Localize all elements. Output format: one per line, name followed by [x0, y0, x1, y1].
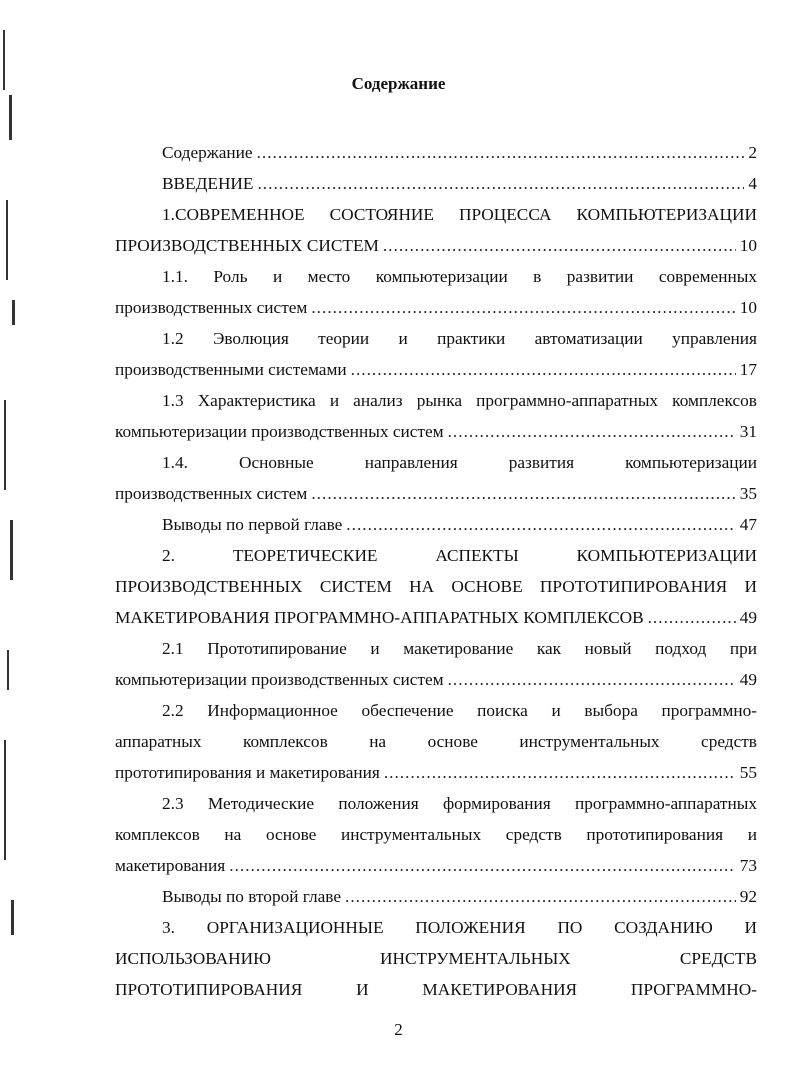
toc-word: СИСТЕМ: [319, 577, 392, 596]
toc-word: автоматизации: [534, 329, 643, 348]
toc-word: современных: [658, 267, 757, 286]
toc-line: [115, 602, 757, 633]
scan-mark: [9, 95, 12, 140]
toc-entry-text: прототипирования и макетирования: [115, 763, 380, 782]
scan-mark: [12, 300, 15, 325]
dot-leader: [648, 602, 736, 633]
toc-word: КОМПЬЮТЕРИЗАЦИИ: [576, 546, 757, 565]
toc-word: ПРОТОТИПИРОВАНИЯ: [539, 577, 728, 596]
toc-entry: [115, 788, 757, 881]
toc-word: Характеристика: [197, 391, 316, 410]
toc-line: [115, 633, 757, 664]
toc-line: [115, 974, 757, 1005]
toc-word: ТЕОРЕТИЧЕСКИЕ: [232, 546, 378, 565]
toc-word: при: [729, 639, 757, 658]
toc-word: И: [744, 577, 757, 596]
toc-line: [115, 757, 757, 788]
toc-word: Основные: [238, 453, 314, 472]
toc-word: комплексов: [242, 732, 328, 751]
toc-line: [115, 726, 757, 757]
toc-word: компьютеризации: [375, 267, 508, 286]
toc-line: [115, 199, 757, 230]
toc-word: на: [369, 732, 387, 751]
toc-page-number: 49: [739, 608, 757, 627]
toc-word: анализ: [353, 391, 403, 410]
toc-word: компьютеризации: [625, 453, 757, 472]
scan-mark: [11, 900, 14, 935]
toc-line: [115, 664, 757, 695]
toc-entry-text: производственных систем: [115, 298, 308, 317]
toc-page-number: 73: [739, 856, 757, 875]
toc-word: ОРГАНИЗАЦИОННЫЕ: [206, 918, 384, 937]
toc-word: выбора: [584, 701, 638, 720]
toc-word: 1.3: [162, 391, 184, 410]
toc-word: на: [224, 825, 242, 844]
toc-page-number: 47: [739, 515, 757, 534]
scan-mark: [6, 200, 8, 280]
toc-entry: [115, 881, 757, 912]
toc-word: МАКЕТИРОВАНИЯ: [422, 980, 578, 999]
dot-leader: [448, 416, 736, 447]
toc-line: [115, 137, 757, 168]
toc-entry: [115, 137, 757, 168]
toc-word: инструментальных: [340, 825, 482, 844]
toc-word: и: [398, 329, 408, 348]
toc-word: НА: [409, 577, 435, 596]
toc-word: управления: [672, 329, 757, 348]
dot-leader: [257, 168, 744, 199]
toc-page-number: 2: [748, 143, 757, 162]
toc-entry: [115, 261, 757, 323]
toc-word: и: [329, 391, 340, 410]
toc-page-number: 92: [739, 887, 757, 906]
toc-word: формирования: [442, 794, 551, 813]
toc-entry: [115, 447, 757, 509]
toc-word: Прототипирование: [207, 639, 347, 658]
toc-word: 2.2: [162, 701, 184, 720]
dot-leader: [229, 850, 735, 881]
page-title: Содержание: [351, 74, 446, 93]
toc-line: [115, 416, 757, 447]
toc-word: ПО: [557, 918, 583, 937]
scan-mark: [4, 400, 6, 490]
scan-mark: [7, 650, 9, 690]
toc-line: [115, 695, 757, 726]
dot-leader: [351, 354, 736, 385]
dot-leader: [311, 292, 735, 323]
toc-page-number: 10: [739, 236, 757, 255]
scan-mark: [10, 520, 13, 580]
toc-word: средств: [701, 732, 757, 751]
toc-line: [115, 292, 757, 323]
toc-word: макетирование: [403, 639, 514, 658]
toc-line: [115, 478, 757, 509]
toc-word: направления: [364, 453, 458, 472]
toc-word: аппаратных: [115, 732, 202, 751]
dot-leader: [346, 509, 735, 540]
toc-line: [115, 509, 757, 540]
toc-word: развития: [508, 453, 575, 472]
toc-word: основе: [265, 825, 317, 844]
toc-page-number: 31: [739, 422, 757, 441]
toc-word: и: [272, 267, 283, 286]
toc-word: инструментальных: [519, 732, 660, 751]
toc-entry-text: Выводы по первой главе: [162, 515, 343, 534]
dot-leader: [345, 881, 736, 912]
toc-page-number: 55: [739, 763, 757, 782]
toc-entry-text: ПРОИЗВОДСТВЕННЫХ СИСТЕМ: [115, 236, 379, 255]
toc-word: практики: [437, 329, 506, 348]
toc-word: и: [551, 701, 561, 720]
toc-word: 1.2: [162, 329, 184, 348]
toc-word: АСПЕКТЫ: [435, 546, 519, 565]
toc-word: СОЗДАНИЮ: [614, 918, 713, 937]
page-number: 2: [394, 1020, 403, 1039]
toc-word: Информационное: [207, 701, 338, 720]
toc-word: 1.4.: [162, 453, 188, 472]
toc-line: [115, 168, 757, 199]
toc-word: положения: [338, 794, 419, 813]
toc-entry-text: ВВЕДЕНИЕ: [162, 174, 254, 193]
toc-line: [115, 261, 757, 292]
toc-line: [115, 571, 757, 602]
toc-entry-text: МАКЕТИРОВАНИЯ ПРОГРАММНО-АППАРАТНЫХ КОМПЛЕКСОВ: [115, 608, 644, 627]
toc-word: ПРОТОТИПИРОВАНИЯ: [115, 980, 303, 999]
toc-line: [115, 819, 757, 850]
toc-line: [115, 540, 757, 571]
toc-word: ПРОГРАММНО-: [630, 980, 757, 999]
table-of-contents: [115, 137, 757, 1005]
toc-line: [115, 447, 757, 478]
dot-leader: [383, 230, 736, 261]
toc-word: прототипирования: [586, 825, 724, 844]
toc-word: рынка: [416, 391, 463, 410]
toc-word: СОСТОЯНИЕ: [329, 205, 434, 224]
toc-word: и: [747, 825, 757, 844]
toc-word: 1.1.: [162, 267, 188, 286]
dot-leader: [257, 137, 745, 168]
toc-word: теории: [318, 329, 370, 348]
toc-line: [115, 230, 757, 261]
dot-leader: [311, 478, 735, 509]
scan-mark: [4, 740, 6, 860]
dot-leader: [448, 664, 736, 695]
toc-word: ПОЛОЖЕНИЯ: [415, 918, 526, 937]
toc-word: 2.: [162, 546, 175, 565]
toc-page-number: 49: [739, 670, 757, 689]
toc-word: комплексов: [115, 825, 200, 844]
toc-word: ИСПОЛЬЗОВАНИЮ: [115, 949, 271, 968]
toc-word: Эволюция: [212, 329, 289, 348]
toc-word: обеспечение: [361, 701, 454, 720]
toc-word: И: [744, 918, 757, 937]
toc-word: ОСНОВЕ: [451, 577, 523, 596]
toc-word: программно-аппаратных: [476, 391, 659, 410]
toc-word: И: [356, 980, 369, 999]
scan-edge: [0, 0, 26, 1069]
toc-line: [115, 850, 757, 881]
toc-line: [115, 385, 757, 416]
toc-word: КОМПЬЮТЕРИЗАЦИИ: [576, 205, 757, 224]
toc-word: и: [370, 639, 380, 658]
toc-entry-text: компьютеризации производственных систем: [115, 422, 444, 441]
toc-page-number: 10: [739, 298, 757, 317]
toc-word: как: [536, 639, 562, 658]
toc-word: комплексов: [672, 391, 757, 410]
toc-page-number: 35: [739, 484, 757, 503]
toc-word: программно-: [661, 701, 757, 720]
toc-page-number: 4: [748, 174, 757, 193]
toc-line: [115, 354, 757, 385]
toc-word: ПРОЦЕССА: [458, 205, 552, 224]
toc-word: в: [533, 267, 542, 286]
toc-word: ПРОИЗВОДСТВЕННЫХ: [115, 577, 303, 596]
toc-word: программно-аппаратных: [575, 794, 757, 813]
toc-word: 1.СОВРЕМЕННОЕ: [162, 205, 305, 224]
toc-line: [115, 912, 757, 943]
toc-line: [115, 788, 757, 819]
toc-entry: [115, 509, 757, 540]
toc-word: 2.1: [162, 639, 184, 658]
toc-word: Методические: [207, 794, 315, 813]
toc-word: новый: [584, 639, 632, 658]
toc-line: [115, 943, 757, 974]
toc-word: ИНСТРУМЕНТАЛЬНЫХ: [380, 949, 571, 968]
toc-entry-text: производственных систем: [115, 484, 308, 503]
toc-entry: [115, 199, 757, 261]
toc-entry: [115, 168, 757, 199]
toc-word: основе: [427, 732, 478, 751]
dot-leader: [384, 757, 736, 788]
toc-word: 2.3: [162, 794, 184, 813]
toc-word: развитии: [566, 267, 634, 286]
toc-entry: [115, 323, 757, 385]
toc-entry-text: макетирования: [115, 856, 226, 875]
toc-word: подход: [655, 639, 707, 658]
toc-word: СРЕДСТВ: [679, 949, 757, 968]
toc-entry-text: Выводы по второй главе: [162, 887, 342, 906]
toc-entry: [115, 695, 757, 788]
toc-entry: [115, 540, 757, 633]
toc-entry-text: производственными системами: [115, 360, 347, 379]
toc-word: Роль: [213, 267, 248, 286]
toc-word: место: [307, 267, 351, 286]
toc-entry: [115, 633, 757, 695]
toc-entry-text: компьютеризации производственных систем: [115, 670, 444, 689]
toc-word: поиска: [477, 701, 528, 720]
toc-word: 3.: [162, 918, 175, 937]
toc-line: [115, 881, 757, 912]
toc-entry-text: Содержание: [162, 143, 253, 162]
toc-page-number: 17: [739, 360, 757, 379]
toc-entry: [115, 385, 757, 447]
toc-entry: [115, 912, 757, 1005]
toc-line: [115, 323, 757, 354]
toc-word: средств: [505, 825, 562, 844]
